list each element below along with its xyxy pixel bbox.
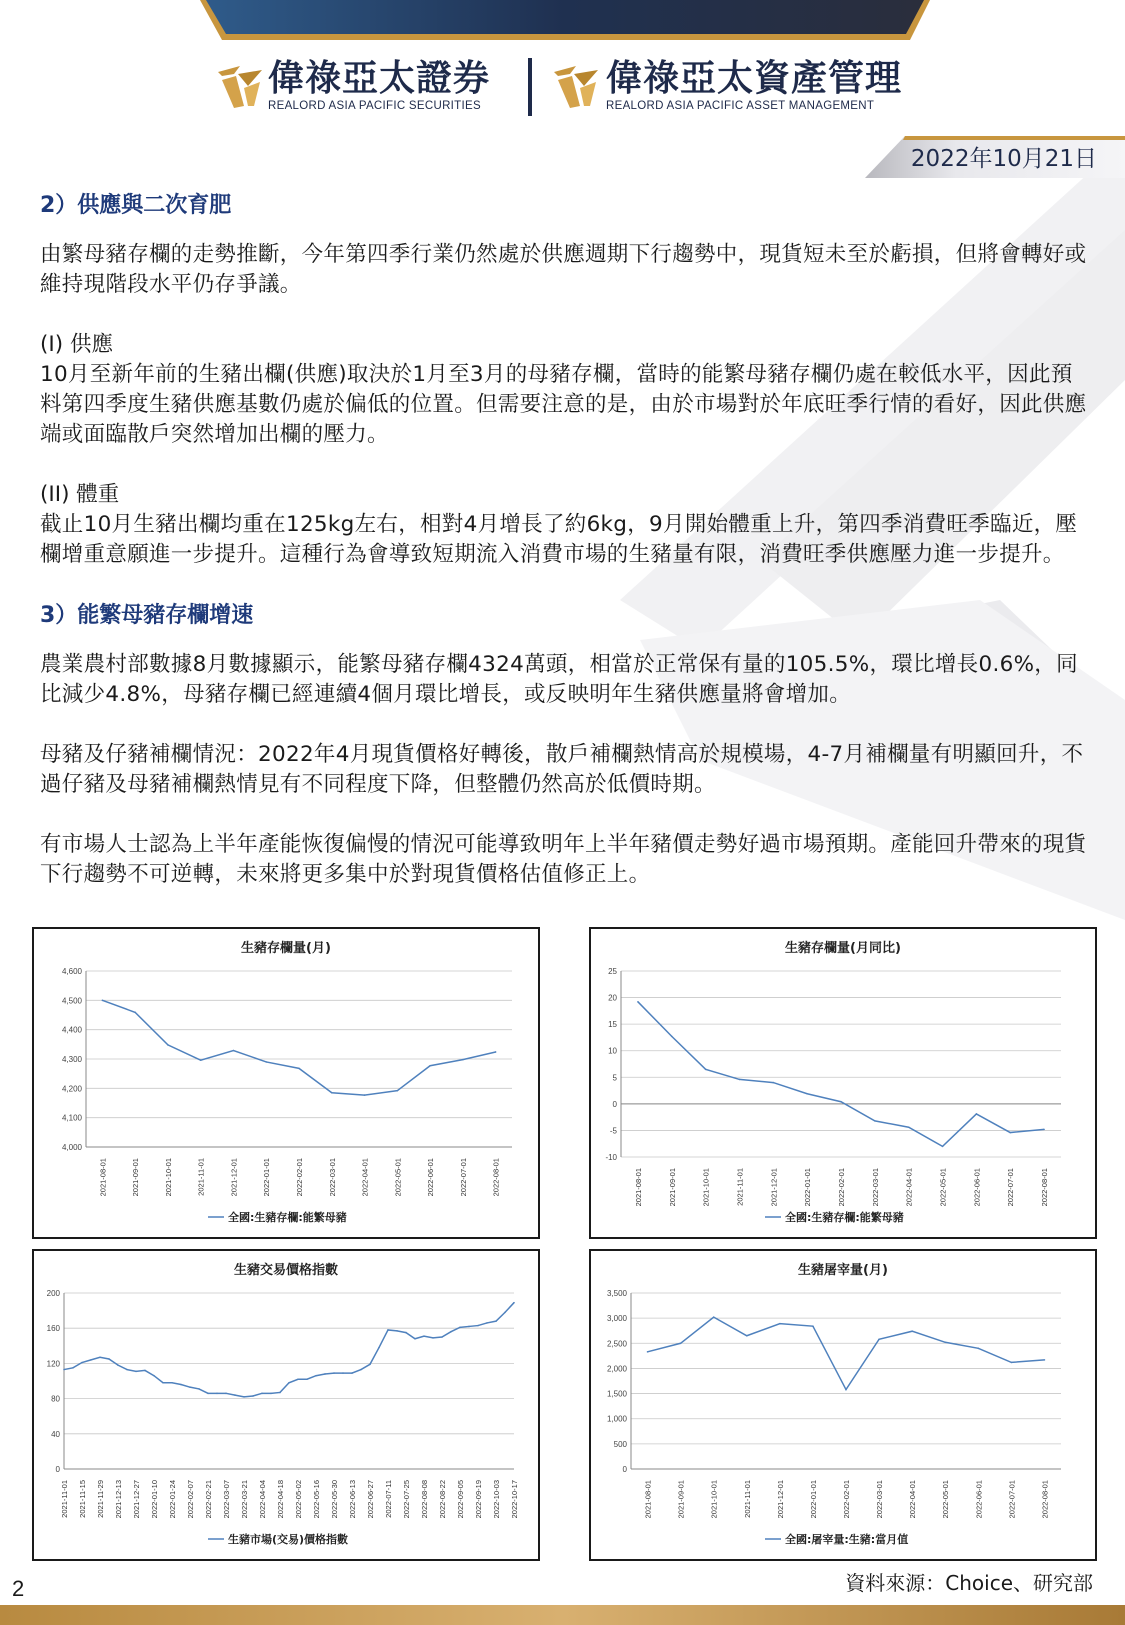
y-tick-label: 80 [51,1394,60,1404]
data-point [99,1356,101,1358]
y-tick-label: 2,500 [606,1339,627,1349]
data-point [134,1012,136,1014]
x-tick-label: 2021-09-01 [676,1480,686,1519]
x-tick-label: 2022-08-01 [491,1158,501,1197]
x-tick-label: 2021-11-01 [742,1480,752,1518]
y-tick-label: 2,000 [606,1364,627,1374]
data-point [477,1325,479,1327]
y-tick-label: 4,400 [61,1025,82,1035]
chart-svg [591,1251,1095,1559]
x-tick-label: 2021-11-01 [60,1480,69,1518]
data-point [976,1113,978,1115]
data-point [167,1044,169,1046]
x-tick-label: 2022-04-04 [258,1480,267,1519]
data-point [360,1369,362,1371]
chart-hog-inventory-yoy [589,927,1097,1239]
x-tick-label: 2022-05-30 [330,1480,339,1519]
chart-legend [208,1210,347,1224]
data-point [135,1371,137,1373]
y-tick-label: 4,200 [61,1084,82,1094]
x-tick-label: 2021-12-13 [114,1480,123,1519]
data-point [297,1378,299,1380]
data-point [189,1386,191,1388]
data-point [306,1378,308,1380]
x-tick-label: 2022-02-21 [204,1480,213,1519]
y-tick-label: 120 [46,1359,60,1369]
restocking-paragraph: 母豬及仔豬補欄情況：2022年4月現貨價格好轉後，散戶補欄熱情高於規模場，4-7月補欄量有明顯回升，不過仔豬及母豬補欄熱情見有不同程度下降，但整體仍然高於低價時期。 [40,742,1084,797]
data-point [429,1065,431,1067]
data-point [279,1392,281,1394]
data-point [432,1337,434,1339]
x-tick-label: 2022-07-01 [458,1158,468,1197]
y-tick-label: 4,300 [61,1055,82,1064]
x-tick-label: 2022-03-01 [870,1168,880,1207]
x-tick-label: 2022-09-05 [456,1480,465,1519]
data-point [90,1359,92,1361]
supply-subtitle: (I) 供應 [40,332,113,357]
data-point [315,1375,317,1377]
sow-data-paragraph: 農業農村部數據8月數據顯示，能繁母豬存欄4324萬頭，相當於正常保有量的105.5%，環比增長0.6%，同比減少4.8%，母豬存欄已經連續4個月環比增長，或反映明年生豬供應量將會增加。 [40,652,1078,707]
y-tick-label: 15 [608,1020,617,1030]
data-point [396,1330,398,1332]
outlook-paragraph: 有市場人士認為上半年產能恢復偏慢的情況可能導致明年上半年豬價走勢好過市場預期。產能回升帶來的現貨下行趨勢不可逆轉，未來將更多集中於對現貨價格估值修正上。 [40,832,1087,887]
series-line [638,1002,1044,1147]
data-point [233,1050,235,1052]
data-point [911,1330,913,1332]
data-point [331,1092,333,1094]
x-tick-label: 2021-12-01 [229,1158,239,1197]
chart-hog-slaughter-monthly [589,1249,1097,1561]
x-tick-label: 2022-04-01 [904,1168,914,1207]
data-point [333,1372,335,1374]
x-tick-label: 2022-01-01 [262,1158,272,1197]
data-point [324,1373,326,1375]
y-tick-label: 0 [55,1465,60,1474]
data-point [126,1369,128,1371]
supply-intro-paragraph: 由繁母豬存欄的走勢推斷，今年第四季行業仍然處於供應週期下行趨勢中，現貨短未至於虧損，但將會轉好或維持現階段水平仍存爭議。 [40,242,1087,297]
data-point [845,1389,847,1391]
data-point [713,1316,715,1318]
chart-title: 生豬存欄量(月同比) [785,941,901,956]
data-point [908,1126,910,1128]
data-point [162,1382,164,1384]
x-tick-label: 2022-05-01 [393,1158,403,1197]
y-tick-label: 40 [51,1429,60,1439]
data-point [144,1370,146,1372]
brand-logo-icon [550,62,602,112]
x-tick-label: 2021-10-01 [709,1480,719,1519]
data-point [1044,1359,1046,1361]
y-tick-label: 160 [46,1324,60,1334]
chart-title: 生豬交易價格指數 [233,1263,339,1278]
y-tick-label: 200 [46,1289,60,1298]
data-point [942,1146,944,1148]
x-tick-label: 2022-04-01 [908,1480,918,1519]
data-point [513,1302,515,1304]
x-tick-label: 2021-10-01 [163,1158,173,1197]
y-tick-label: 4,600 [61,967,82,976]
data-point [216,1393,218,1395]
x-tick-label: 2021-11-01 [735,1168,745,1206]
y-tick-label: 1,500 [606,1389,627,1399]
y-tick-label: 1,000 [606,1414,627,1424]
data-point [387,1329,389,1331]
data-point [504,1312,506,1314]
weight-subtitle: (II) 體重 [40,482,120,507]
data-point [153,1375,155,1377]
data-point [840,1101,842,1103]
x-tick-label: 2022-08-08 [420,1480,429,1519]
x-tick-label: 2022-06-01 [426,1158,436,1197]
x-tick-label: 2021-09-01 [131,1158,141,1197]
data-point [198,1388,200,1390]
main-content [40,190,1090,890]
chart-legend [765,1532,908,1546]
data-point [298,1068,300,1070]
brand-logo-icon [214,62,266,112]
x-tick-label: 2021-11-15 [78,1480,87,1518]
x-tick-label: 2021-12-27 [132,1480,141,1519]
data-point [468,1326,470,1328]
x-tick-label: 2022-02-07 [186,1480,195,1519]
chart-hog-price-index [32,1249,540,1561]
data-point [1011,1362,1013,1364]
x-tick-label: 2021-10-01 [701,1168,711,1207]
legend-label: 全國:生豬存欄:能繁母豬 [785,1211,904,1224]
data-point [234,1394,236,1396]
data-point [364,1094,366,1096]
x-tick-label: 2021-08-01 [98,1158,108,1197]
x-tick-label: 2021-09-01 [667,1168,677,1207]
y-tick-label: 3,500 [606,1289,627,1298]
x-tick-label: 2022-08-22 [438,1480,447,1519]
data-point [459,1327,461,1329]
data-point [243,1396,245,1398]
chart-svg [591,929,1095,1237]
x-tick-label: 2022-03-07 [222,1480,231,1519]
data-point [351,1372,353,1374]
bottom-bar [0,1605,1125,1625]
x-tick-label: 2021-12-01 [775,1480,785,1519]
data-point [486,1322,488,1324]
data-point [225,1393,227,1395]
x-tick-label: 2022-09-19 [474,1480,483,1519]
x-tick-label: 2022-02-01 [837,1168,846,1207]
x-tick-label: 2022-01-01 [803,1168,813,1207]
x-tick-label: 2022-05-01 [938,1168,948,1207]
data-point [874,1120,876,1122]
data-point [414,1338,416,1340]
data-point [261,1393,263,1395]
data-point [207,1393,209,1395]
brand-securities-en: REALORD ASIA PACIFIC SECURITIES [268,100,481,112]
y-tick-label: 20 [608,993,617,1003]
data-point [397,1090,399,1092]
data-point [671,1036,673,1038]
y-tick-label: -5 [609,1126,617,1136]
brand-divider [528,58,532,116]
legend-label: 全國:屠宰量:生豬:當月值 [785,1533,909,1546]
data-point [944,1341,946,1343]
chart-svg [34,929,538,1237]
data-point [342,1372,344,1374]
y-tick-label: 3,000 [606,1314,627,1324]
x-tick-label: 2022-03-01 [327,1158,337,1197]
x-tick-label: 2022-08-01 [1040,1480,1050,1519]
brand-securities-zh: 偉祿亞太證券 [268,58,491,99]
y-tick-label: 4,100 [61,1113,82,1123]
data-point [1043,1129,1045,1131]
data-point [812,1325,814,1327]
brand-asset-zh: 偉祿亞太資產管理 [606,58,903,99]
chart-title: 生豬屠宰量(月) [798,1263,888,1278]
x-tick-label: 2022-08-01 [1040,1168,1050,1207]
chart-hog-inventory-monthly [32,927,540,1239]
y-tick-label: 4,500 [61,996,82,1006]
data-point [81,1362,83,1364]
x-tick-label: 2022-02-01 [295,1158,304,1197]
data-point [102,1000,104,1002]
x-tick-label: 2022-10-03 [492,1480,501,1519]
x-tick-label: 2022-04-01 [360,1158,370,1197]
data-point [405,1332,407,1334]
weight-paragraph: 截止10月生豬出欄均重在125kg左右，相對4月增長了約6kg，9月開始體重上升，第四季消費旺季臨近，壓欄增重意願進一步提升。這種行為會導致短期流入消費市場的生豬量有限，消費旺季供應壓力進一步提升。 [40,512,1078,567]
x-tick-label: 2021-11-29 [96,1480,105,1518]
x-tick-label: 2022-06-27 [366,1480,375,1519]
data-point [1009,1132,1011,1134]
section-title-supply: 2）供應與二次育肥 [40,193,232,218]
x-tick-label: 2021-12-01 [769,1168,779,1207]
series-line [102,1000,495,1095]
data-point [72,1367,74,1369]
y-tick-label: 4,000 [61,1143,82,1152]
chart-legend [765,1210,904,1224]
x-tick-label: 2022-03-01 [875,1480,885,1519]
data-point [378,1347,380,1349]
y-tick-label: 10 [608,1046,617,1056]
section-title-sow-growth: 3）能繁母豬存欄增速 [40,603,254,628]
data-point [252,1395,254,1397]
data-point [450,1331,452,1333]
y-tick-label: 25 [608,967,617,976]
report-date: 2022年10月21日 [910,146,1097,172]
x-tick-label: 2022-10-17 [510,1480,519,1519]
y-tick-label: 0 [612,1099,617,1109]
brand-securities [268,58,490,112]
x-tick-label: 2022-02-01 [842,1480,851,1519]
x-tick-label: 2022-06-01 [974,1480,984,1519]
x-tick-label: 2022-04-18 [276,1480,285,1519]
data-point [647,1351,649,1353]
chart-svg [34,1251,538,1559]
data-point [423,1335,425,1337]
header [0,52,1125,127]
data-point [680,1342,682,1344]
x-tick-label: 2022-07-01 [1007,1480,1017,1519]
data-point [878,1338,880,1340]
data-point [806,1093,808,1095]
x-tick-label: 2022-01-01 [808,1480,818,1519]
x-tick-label: 2022-07-25 [402,1480,411,1519]
data-point [739,1079,741,1081]
x-tick-label: 2022-07-11 [384,1480,393,1518]
chart-title: 生豬存欄量(月) [241,941,331,956]
x-tick-label: 2022-06-01 [972,1168,982,1207]
brand-asset-en: REALORD ASIA PACIFIC ASSET MANAGEMENT [606,100,875,112]
x-tick-label: 2022-05-02 [294,1480,303,1519]
data-point [779,1323,781,1325]
y-tick-label: 500 [613,1439,627,1449]
data-point [462,1059,464,1061]
x-tick-label: 2022-05-16 [312,1480,321,1519]
data-point [63,1369,65,1371]
data-point [746,1335,748,1337]
data-point [705,1069,707,1071]
data-point [637,1001,639,1003]
data-point [180,1384,182,1386]
page-number: 2 [12,1576,25,1601]
data-point [171,1382,173,1384]
supply-paragraph: 10月至新年前的生豬出欄(供應)取決於1月至3月的母豬存欄，當時的能繁母豬存欄仍處在較低水平，因此預料第四季度生豬供應基數仍處於偏低的位置。但需要注意的是，由於市場對於年底旺季行情的看好，因此供應端或面臨散戶突然增加出欄的壓力。 [40,362,1087,447]
data-point [270,1393,272,1395]
x-tick-label: 2022-06-13 [348,1480,357,1519]
x-tick-label: 2022-07-01 [1006,1168,1016,1207]
top-banner [0,0,1125,42]
data-point [117,1364,119,1366]
x-tick-label: 2021-11-01 [196,1158,206,1196]
y-tick-label: 0 [622,1465,627,1474]
x-tick-label: 2022-01-10 [150,1480,159,1519]
x-tick-label: 2021-08-01 [633,1168,643,1207]
data-point [369,1363,371,1365]
data-point [773,1082,775,1084]
chart-legend [208,1532,348,1546]
data-point [288,1382,290,1384]
data-point [978,1348,980,1350]
data-point [108,1358,110,1360]
data-point [441,1336,443,1338]
data-source: 資料來源：Choice、研究部 [845,1571,1093,1595]
series-line [648,1317,1045,1389]
x-tick-label: 2022-05-01 [941,1480,951,1519]
x-tick-label: 2021-08-01 [643,1480,653,1519]
legend-label: 生豬市場(交易)價格指數 [228,1533,349,1546]
data-point [495,1051,497,1053]
brand-asset-management [606,58,902,112]
legend-label: 全國:生豬存欄:能繁母豬 [228,1211,347,1224]
x-tick-label: 2022-01-24 [168,1480,177,1519]
data-point [265,1061,267,1063]
data-point [495,1320,497,1322]
y-tick-label: -10 [605,1153,617,1162]
y-tick-label: 5 [612,1073,617,1083]
data-point [200,1059,202,1061]
x-tick-label: 2022-03-21 [240,1480,249,1519]
